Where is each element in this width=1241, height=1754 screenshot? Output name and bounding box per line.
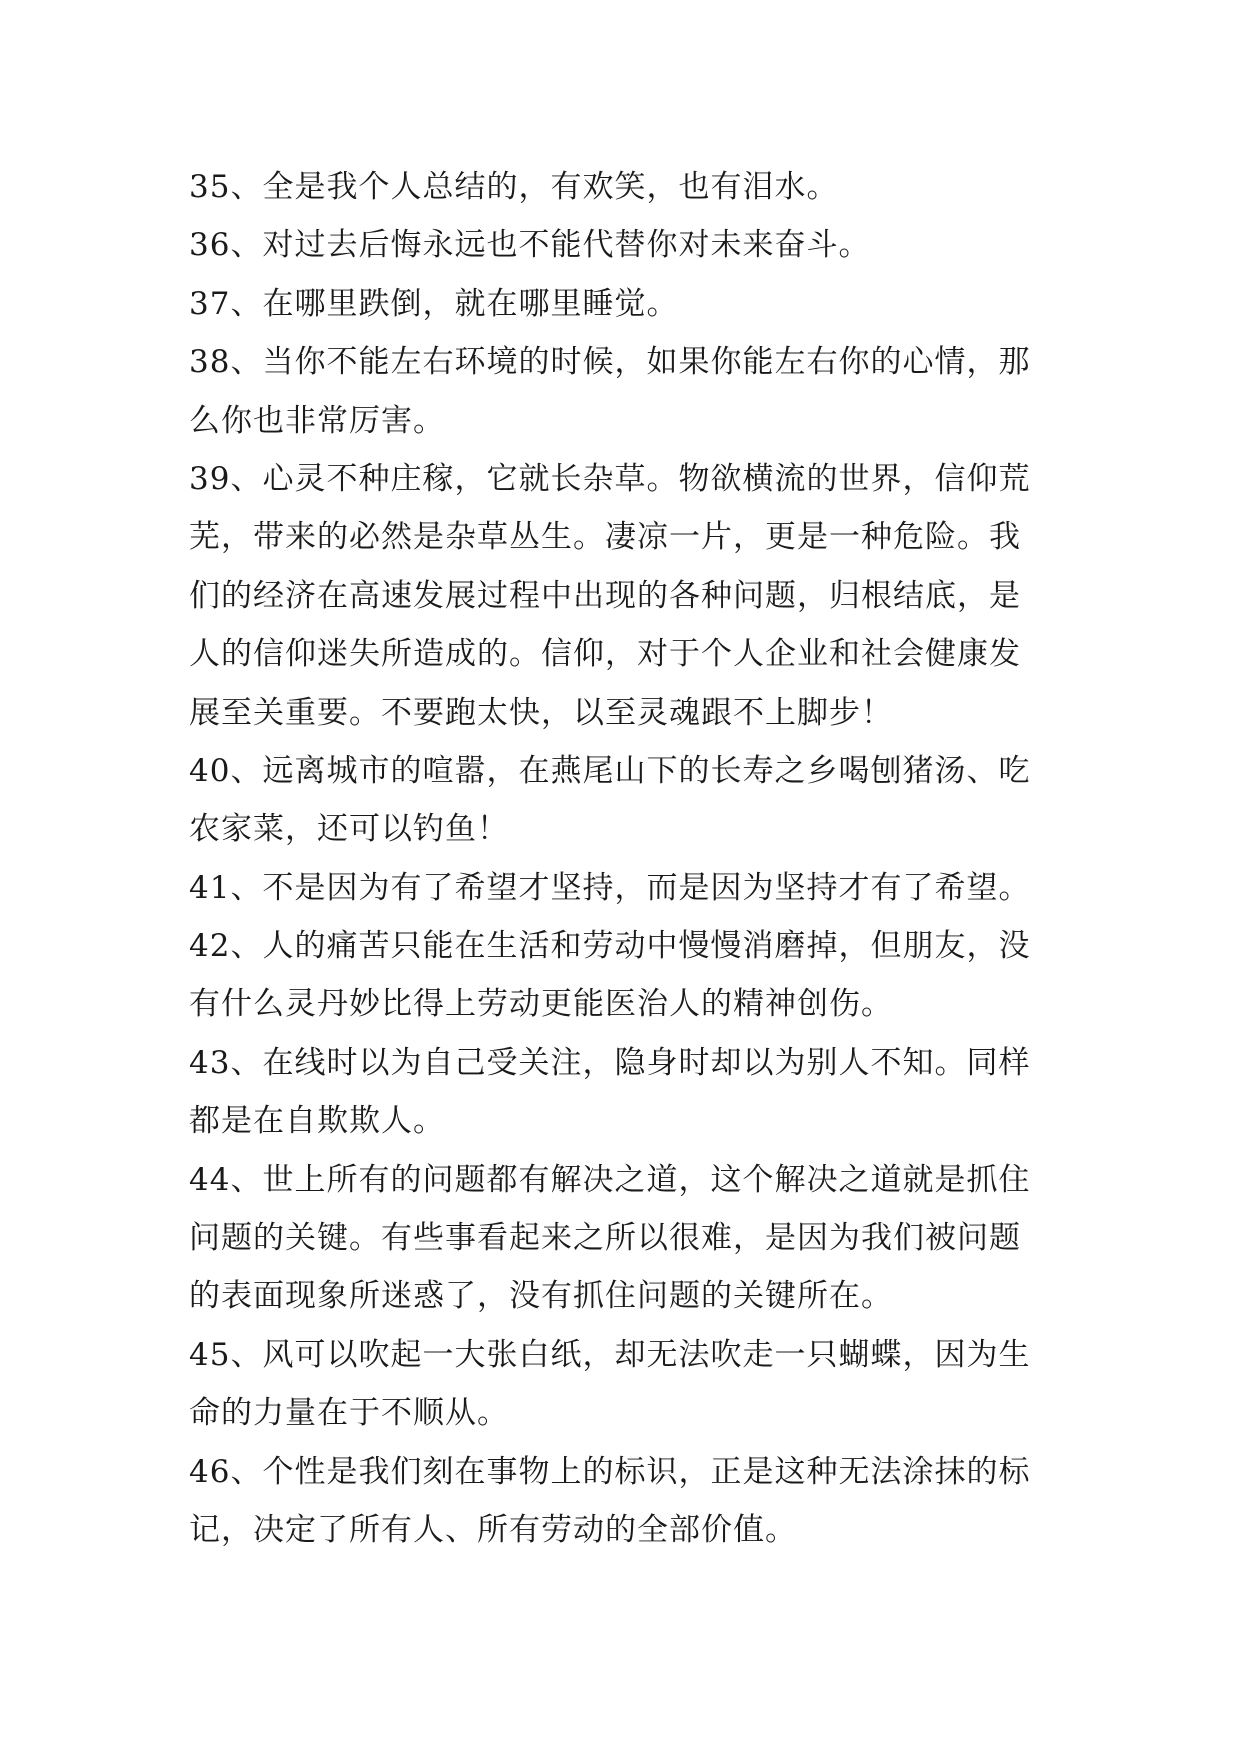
text-line-17: 都是在自欺欺人。 [189, 1103, 445, 1140]
text-line-2: 36、对过去后悔永远也不能代替你对未来奋斗。 [189, 227, 871, 264]
text-line-10: 展至关重要。不要跑太快，以至灵魂跟不上脚步！ [189, 694, 893, 731]
text-line-15: 有什么灵丹妙比得上劳动更能医治人的精神创伤。 [189, 986, 893, 1023]
text-line-19: 问题的关键。有些事看起来之所以很难，是因为我们被问题 [189, 1220, 1021, 1257]
text-line-14: 42、人的痛苦只能在生活和劳动中慢慢消磨掉，但朋友，没 [189, 928, 1031, 965]
text-line-3: 37、在哪里跌倒，就在哪里睡觉。 [189, 285, 679, 322]
text-line-5: 么你也非常厉害。 [189, 402, 445, 439]
text-line-9: 人的信仰迷失所造成的。信仰，对于个人企业和社会健康发 [189, 636, 1021, 673]
text-line-18: 44、世上所有的问题都有解决之道，这个解决之道就是抓住 [189, 1161, 1031, 1198]
text-line-1: 35、全是我个人总结的，有欢笑，也有泪水。 [189, 169, 839, 205]
text-line-13: 41、不是因为有了希望才坚持，而是因为坚持才有了希望。 [189, 869, 1031, 906]
text-line-23: 46、个性是我们刻在事物上的标识，正是这种无法涂抹的标 [189, 1453, 1031, 1490]
document-body [189, 158, 1069, 1559]
text-line-6: 39、心灵不种庄稼，它就长杂草。物欲横流的世界，信仰荒 [189, 460, 1031, 497]
text-line-22: 命的力量在于不顺从。 [189, 1395, 509, 1432]
text-line-21: 45、风可以吹起一大张白纸，却无法吹走一只蝴蝶，因为生 [189, 1336, 1031, 1373]
text-line-16: 43、在线时以为自己受关注，隐身时却以为别人不知。同样 [189, 1044, 1031, 1081]
text-line-4: 38、当你不能左右环境的时候，如果你能左右你的心情，那 [189, 344, 1031, 381]
text-line-20: 的表面现象所迷惑了，没有抓住问题的关键所在。 [189, 1278, 893, 1315]
text-line-24: 记，决定了所有人、所有劳动的全部价值。 [189, 1511, 797, 1548]
text-line-12: 农家菜，还可以钓鱼！ [189, 811, 509, 848]
text-line-11: 40、远离城市的喧嚣，在燕尾山下的长寿之乡喝刨猪汤、吃 [189, 752, 1031, 789]
text-line-7: 芜，带来的必然是杂草丛生。凄凉一片，更是一种危险。我 [189, 519, 1021, 556]
text-line-8: 们的经济在高速发展过程中出现的各种问题，归根结底，是 [189, 577, 1021, 614]
